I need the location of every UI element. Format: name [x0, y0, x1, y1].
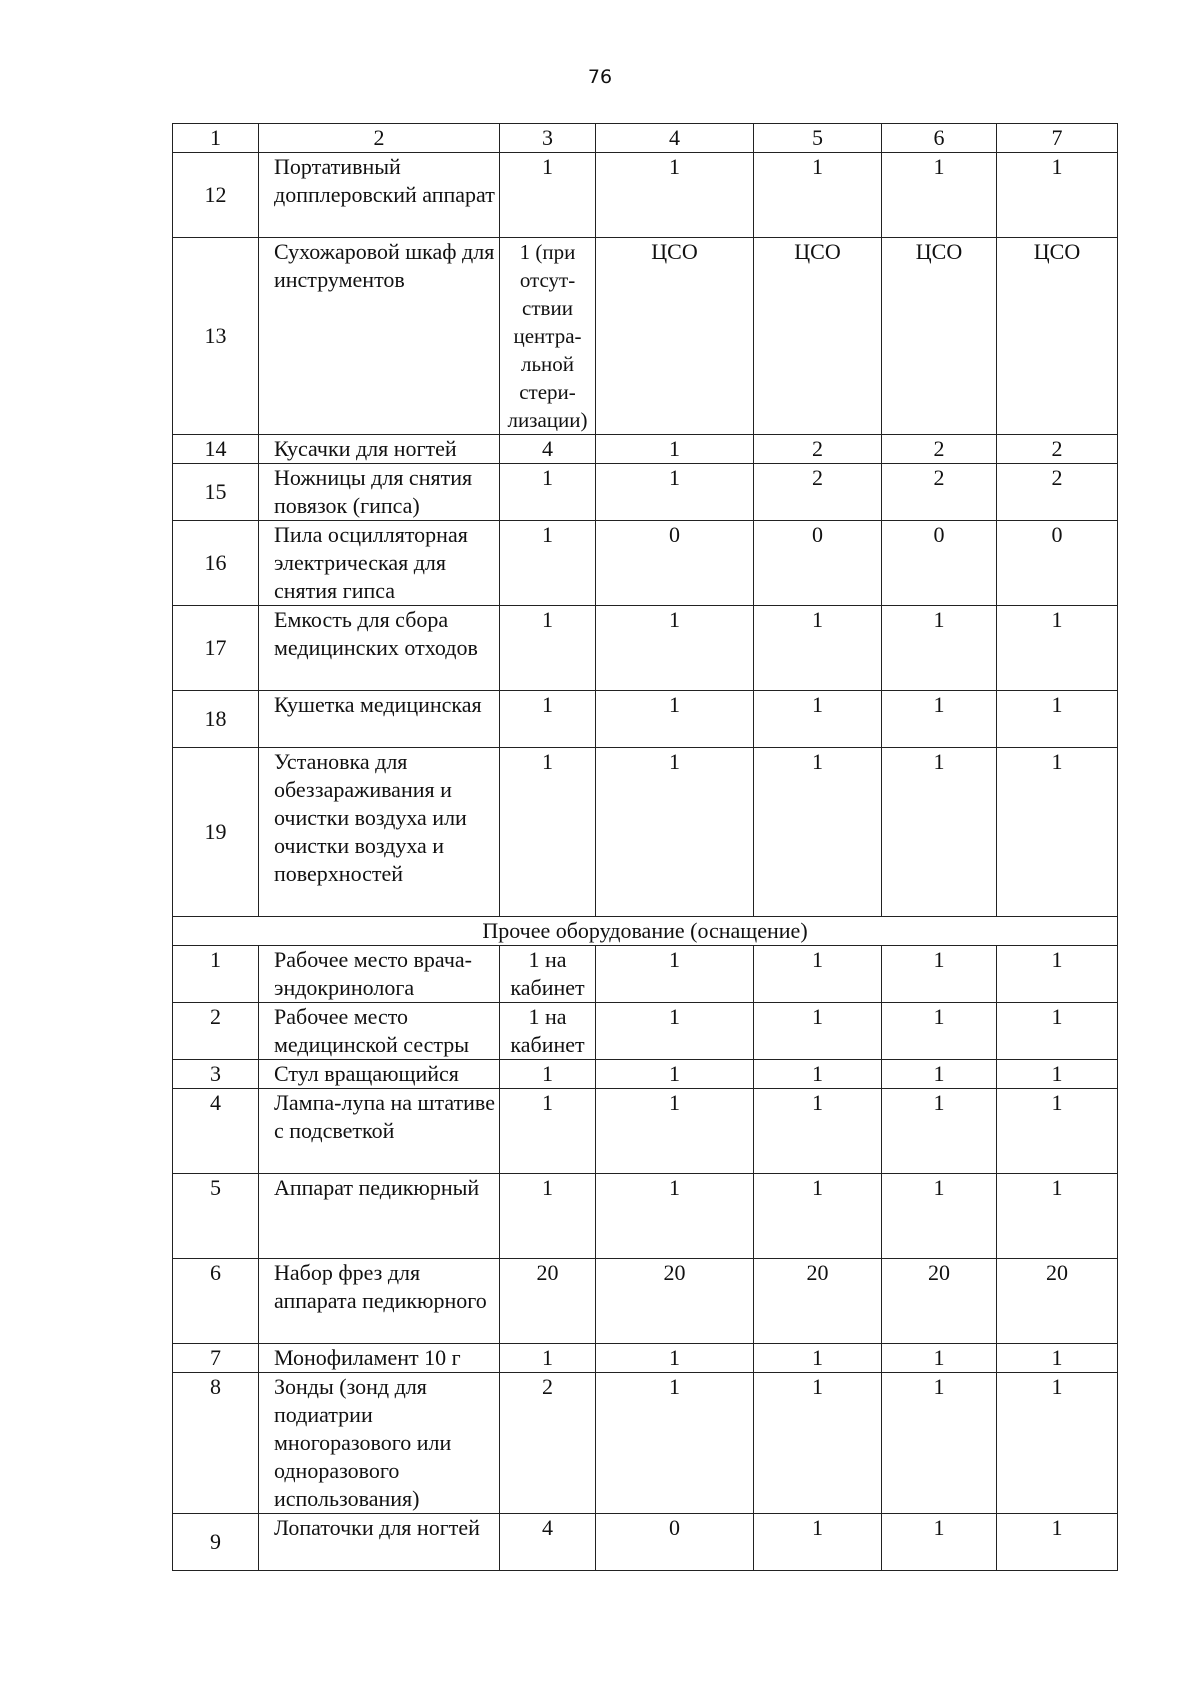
table-row: [173, 691, 1118, 748]
cell-col3: 1: [500, 1060, 596, 1089]
table-row: [173, 1259, 1118, 1344]
header-cell: 4: [596, 124, 754, 153]
section-row: [173, 917, 1118, 946]
header-cell: 1: [173, 124, 259, 153]
cell-col5: 1: [754, 946, 882, 1003]
cell-col5: 2: [754, 435, 882, 464]
cell-col3: 4: [500, 1514, 596, 1571]
row-number: 1: [173, 946, 259, 1003]
cell-col6: 1: [882, 1060, 997, 1089]
table-row: [173, 606, 1118, 691]
cell-col7: 1: [997, 691, 1118, 748]
item-name: Емкость для сбора медицинских отходов: [259, 606, 500, 691]
header-cell: 7: [997, 124, 1118, 153]
cell-col7: 2: [997, 435, 1118, 464]
cell-col4: 1: [596, 606, 754, 691]
row-number: 2: [173, 1003, 259, 1060]
row-number: 18: [173, 691, 259, 748]
cell-col6: 1: [882, 946, 997, 1003]
table-row: [173, 1060, 1118, 1089]
cell-col5: 20: [754, 1259, 882, 1344]
item-name: Сухожаровой шкаф для инструментов: [259, 238, 500, 435]
header-row: [173, 124, 1118, 153]
header-cell: 2: [259, 124, 500, 153]
row-number: 13: [173, 238, 259, 435]
cell-col5: 1: [754, 1089, 882, 1174]
page-number: 76: [587, 66, 613, 88]
cell-col3: 1: [500, 691, 596, 748]
cell-col6: 20: [882, 1259, 997, 1344]
cell-col4: 1: [596, 946, 754, 1003]
cell-col3: 1: [500, 1089, 596, 1174]
cell-col3: 1: [500, 521, 596, 606]
cell-col6: 0: [882, 521, 997, 606]
cell-col4: 1: [596, 1060, 754, 1089]
cell-col7: 1: [997, 606, 1118, 691]
table-row: [173, 1373, 1118, 1514]
cell-col6: 1: [882, 1344, 997, 1373]
row-number: 15: [173, 464, 259, 521]
table-row: [173, 238, 1118, 435]
cell-col7: 1: [997, 1373, 1118, 1514]
header-cell: 3: [500, 124, 596, 153]
cell-col6: 1: [882, 1514, 997, 1571]
cell-col3: 1: [500, 1174, 596, 1259]
cell-col3: 1 на кабинет: [500, 1003, 596, 1060]
row-number: 4: [173, 1089, 259, 1174]
cell-col7: 0: [997, 521, 1118, 606]
item-name: Лампа-лупа на штативе с подсветкой: [259, 1089, 500, 1174]
cell-col7: 1: [997, 153, 1118, 238]
cell-col7: 1: [997, 946, 1118, 1003]
row-number: 7: [173, 1344, 259, 1373]
table-row: [173, 748, 1118, 917]
cell-col6: 1: [882, 153, 997, 238]
cell-col4: 1: [596, 153, 754, 238]
item-name: Монофиламент 10 г: [259, 1344, 500, 1373]
row-number: 16: [173, 521, 259, 606]
cell-col5: 1: [754, 606, 882, 691]
item-name: Установка для обеззараживания и очистки воздуха или очистки воздуха и поверхностей: [259, 748, 500, 917]
header-cell: 5: [754, 124, 882, 153]
table-row: [173, 521, 1118, 606]
cell-col3: 4: [500, 435, 596, 464]
cell-col6: 1: [882, 1003, 997, 1060]
cell-col4: 1: [596, 748, 754, 917]
row-number: 12: [173, 153, 259, 238]
cell-col6: 1: [882, 606, 997, 691]
item-name: Лопаточки для ногтей: [259, 1514, 500, 1571]
cell-col7: 1: [997, 1003, 1118, 1060]
cell-col7: 1: [997, 1514, 1118, 1571]
cell-col7: 1: [997, 1174, 1118, 1259]
cell-col5: 0: [754, 521, 882, 606]
row-number: 5: [173, 1174, 259, 1259]
cell-col4: 1: [596, 1089, 754, 1174]
item-name: Зонды (зонд для подиатрии многоразового или одноразового использования): [259, 1373, 500, 1514]
item-name: Стул вращающийся: [259, 1060, 500, 1089]
table-row: [173, 946, 1118, 1003]
cell-col6: 1: [882, 1174, 997, 1259]
cell-col5: 1: [754, 1003, 882, 1060]
table-row: [173, 1003, 1118, 1060]
table-row: [173, 1174, 1118, 1259]
cell-col5: 1: [754, 1514, 882, 1571]
cell-col3: 1: [500, 748, 596, 917]
cell-col5: ЦСО: [754, 238, 882, 435]
cell-col5: 1: [754, 1060, 882, 1089]
cell-col6: 2: [882, 435, 997, 464]
header-cell: 6: [882, 124, 997, 153]
item-name: Рабочее место медицинской сестры: [259, 1003, 500, 1060]
cell-col3: 1 на кабинет: [500, 946, 596, 1003]
cell-col7: 2: [997, 464, 1118, 521]
cell-col3: 1: [500, 1344, 596, 1373]
item-name: Аппарат педикюрный: [259, 1174, 500, 1259]
section-title: Прочее оборудование (оснащение): [173, 917, 1118, 946]
cell-col5: 1: [754, 691, 882, 748]
row-number: 14: [173, 435, 259, 464]
cell-col5: 1: [754, 1344, 882, 1373]
cell-col7: ЦСО: [997, 238, 1118, 435]
cell-col4: 1: [596, 1174, 754, 1259]
item-name: Набор фрез для аппарата педикюрного: [259, 1259, 500, 1344]
cell-col3: 1 (при отсут-ствии центра-льной стери-лизации): [500, 238, 596, 435]
cell-col6: ЦСО: [882, 238, 997, 435]
cell-col4: ЦСО: [596, 238, 754, 435]
cell-col4: 1: [596, 691, 754, 748]
cell-col4: 1: [596, 1003, 754, 1060]
cell-col3: 2: [500, 1373, 596, 1514]
table-row: [173, 1514, 1118, 1571]
cell-col3: 1: [500, 464, 596, 521]
row-number: 8: [173, 1373, 259, 1514]
cell-col4: 20: [596, 1259, 754, 1344]
row-number: 3: [173, 1060, 259, 1089]
cell-col7: 1: [997, 1344, 1118, 1373]
table-row: [173, 1089, 1118, 1174]
cell-col7: 1: [997, 748, 1118, 917]
cell-col6: 1: [882, 1089, 997, 1174]
cell-col6: 1: [882, 748, 997, 917]
table-row: [173, 153, 1118, 238]
cell-col5: 1: [754, 1174, 882, 1259]
cell-col6: 1: [882, 1373, 997, 1514]
cell-col4: 0: [596, 1514, 754, 1571]
table-row: [173, 1344, 1118, 1373]
cell-col4: 1: [596, 1344, 754, 1373]
item-name: Кушетка медицинская: [259, 691, 500, 748]
item-name: Рабочее место врача-эндокринолога: [259, 946, 500, 1003]
cell-col4: 1: [596, 464, 754, 521]
cell-col4: 1: [596, 1373, 754, 1514]
item-name: Пила осцилляторная электрическая для снятия гипса: [259, 521, 500, 606]
item-name: Портативный допплеровский аппарат: [259, 153, 500, 238]
cell-col6: 2: [882, 464, 997, 521]
item-name: Кусачки для ногтей: [259, 435, 500, 464]
row-number: 9: [173, 1514, 259, 1571]
cell-col5: 1: [754, 153, 882, 238]
row-number: 17: [173, 606, 259, 691]
cell-col6: 1: [882, 691, 997, 748]
cell-col5: 2: [754, 464, 882, 521]
cell-col3: 20: [500, 1259, 596, 1344]
row-number: 6: [173, 1259, 259, 1344]
cell-col3: 1: [500, 606, 596, 691]
equipment-table: [172, 123, 1118, 1571]
table-row: [173, 435, 1118, 464]
cell-col5: 1: [754, 1373, 882, 1514]
cell-col7: 20: [997, 1259, 1118, 1344]
row-number: 19: [173, 748, 259, 917]
cell-col4: 0: [596, 521, 754, 606]
item-name: Ножницы для снятия повязок (гипса): [259, 464, 500, 521]
cell-col7: 1: [997, 1060, 1118, 1089]
table-row: [173, 464, 1118, 521]
cell-col7: 1: [997, 1089, 1118, 1174]
cell-col5: 1: [754, 748, 882, 917]
cell-col3: 1: [500, 153, 596, 238]
cell-col4: 1: [596, 435, 754, 464]
